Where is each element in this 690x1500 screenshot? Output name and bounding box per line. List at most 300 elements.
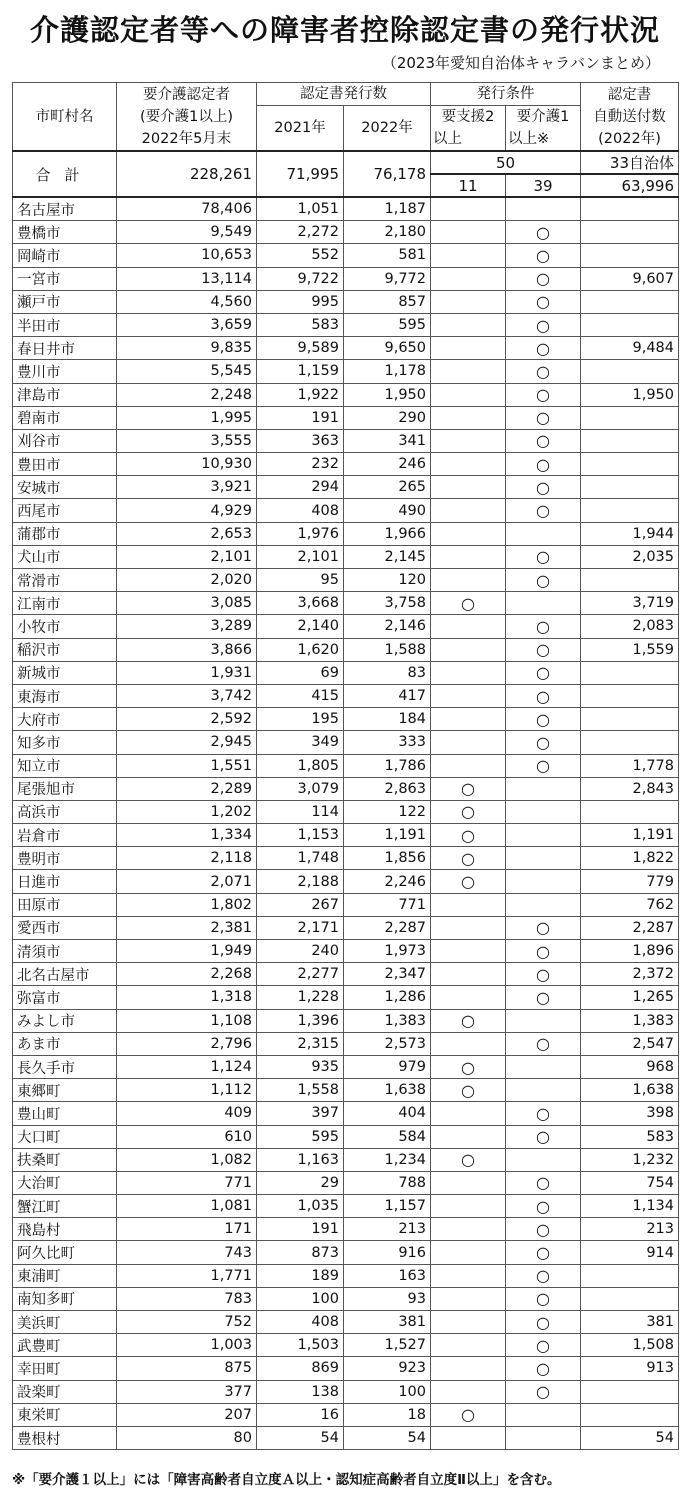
issued-2022: 163 (344, 1264, 431, 1287)
auto-sent-count: 2,372 (581, 963, 679, 986)
table-row (13, 638, 679, 661)
cond-support2-mark (431, 754, 506, 777)
issued-2022: 2,180 (344, 221, 431, 244)
certified-count: 1,003 (117, 1334, 257, 1357)
auto-sent-count: 398 (581, 1102, 679, 1125)
certified-count: 3,289 (117, 615, 257, 638)
municipality-rows (13, 197, 679, 1450)
cond-care1-mark: ○ (506, 406, 581, 429)
cond-care1-mark: ○ (506, 754, 581, 777)
certified-count: 9,549 (117, 221, 257, 244)
issued-2022: 54 (344, 1426, 431, 1449)
cond-support2-mark: ○ (431, 824, 506, 847)
table-row (13, 476, 679, 499)
certified-count: 2,268 (117, 963, 257, 986)
table-row (13, 569, 679, 592)
cond-care1-mark: ○ (506, 499, 581, 522)
issued-2021: 1,503 (257, 1334, 344, 1357)
certified-count: 771 (117, 1171, 257, 1194)
auto-sent-count (581, 453, 679, 476)
cond-support2-mark (431, 453, 506, 476)
certified-count: 1,108 (117, 1009, 257, 1032)
issued-2021: 95 (257, 569, 344, 592)
municipality-name: 名古屋市 (13, 197, 117, 221)
cond-care1-mark: ○ (506, 638, 581, 661)
issued-2022: 417 (344, 684, 431, 707)
table-row (13, 824, 679, 847)
issued-2021: 583 (257, 313, 344, 336)
cond-support2-mark (431, 1218, 506, 1241)
certified-count: 1,112 (117, 1079, 257, 1102)
municipality-name: 東栄町 (13, 1403, 117, 1426)
municipality-name: 尾張旭市 (13, 777, 117, 800)
certified-count: 4,560 (117, 290, 257, 313)
cond-care1-mark (506, 1426, 581, 1449)
issued-2022: 595 (344, 313, 431, 336)
header-cond-care1 (506, 106, 581, 152)
table-row (13, 684, 679, 707)
issued-2021: 232 (257, 453, 344, 476)
issued-2021: 3,668 (257, 592, 344, 615)
issued-2022: 581 (344, 244, 431, 267)
certified-count: 1,551 (117, 754, 257, 777)
issued-2021: 189 (257, 1264, 344, 1287)
table-row (13, 1125, 679, 1148)
table-row (13, 337, 679, 360)
cond-support2-mark (431, 290, 506, 313)
table-row (13, 1171, 679, 1194)
municipality-name: 知立市 (13, 754, 117, 777)
cond-care1-mark: ○ (506, 360, 581, 383)
cond-support2-mark: ○ (431, 1079, 506, 1102)
auto-sent-count (581, 221, 679, 244)
cond-care1-mark: ○ (506, 731, 581, 754)
municipality-name: 安城市 (13, 476, 117, 499)
auto-sent-count (581, 197, 679, 221)
cond-support2-mark (431, 569, 506, 592)
header-auto-line3: (2022年) (598, 130, 661, 147)
table-row (13, 708, 679, 731)
auto-sent-count: 1,559 (581, 638, 679, 661)
total-row (13, 151, 679, 174)
table-row (13, 661, 679, 684)
certified-count: 2,101 (117, 545, 257, 568)
auto-sent-count (581, 684, 679, 707)
issued-2021: 138 (257, 1380, 344, 1403)
issued-2022: 341 (344, 429, 431, 452)
table-row (13, 1218, 679, 1241)
table-row (13, 916, 679, 939)
issued-2021: 267 (257, 893, 344, 916)
issued-2021: 415 (257, 684, 344, 707)
issued-2022: 1,638 (344, 1079, 431, 1102)
municipality-name: 大府市 (13, 708, 117, 731)
certified-count: 1,931 (117, 661, 257, 684)
cond-support2-mark (431, 1311, 506, 1334)
municipality-name: 一宮市 (13, 267, 117, 290)
cond-support2-mark: ○ (431, 1148, 506, 1171)
issued-2022: 290 (344, 406, 431, 429)
issued-2022: 979 (344, 1055, 431, 1078)
issued-2022: 9,772 (344, 267, 431, 290)
auto-sent-count: 1,508 (581, 1334, 679, 1357)
auto-sent-count (581, 429, 679, 452)
cond-care1-mark: ○ (506, 569, 581, 592)
table-row (13, 313, 679, 336)
table-row (13, 1334, 679, 1357)
issued-2021: 29 (257, 1171, 344, 1194)
issued-2022: 1,786 (344, 754, 431, 777)
cond-care1-mark: ○ (506, 1264, 581, 1287)
cond-care1-mark: ○ (506, 221, 581, 244)
cond-support2-mark (431, 684, 506, 707)
issued-2022: 2,146 (344, 615, 431, 638)
issued-2021: 1,976 (257, 522, 344, 545)
cond-care1-mark: ○ (506, 684, 581, 707)
auto-sent-count: 2,035 (581, 545, 679, 568)
issued-2021: 935 (257, 1055, 344, 1078)
issued-2022: 1,966 (344, 522, 431, 545)
issued-2022: 1,191 (344, 824, 431, 847)
cond-care1-mark (506, 777, 581, 800)
cond-support2-mark (431, 1125, 506, 1148)
auto-sent-count: 754 (581, 1171, 679, 1194)
certified-count: 3,866 (117, 638, 257, 661)
auto-sent-count (581, 406, 679, 429)
certified-count: 783 (117, 1287, 257, 1310)
issued-2021: 1,396 (257, 1009, 344, 1032)
auto-sent-count: 3,719 (581, 592, 679, 615)
cond-support2-mark (431, 313, 506, 336)
municipality-name: 岩倉市 (13, 824, 117, 847)
auto-sent-count: 2,843 (581, 777, 679, 800)
table-row (13, 1079, 679, 1102)
issued-2021: 1,228 (257, 986, 344, 1009)
issued-2022: 213 (344, 1218, 431, 1241)
issued-2022: 2,347 (344, 963, 431, 986)
header-cond-a-line1: 要支援2 (441, 109, 495, 125)
cond-care1-mark: ○ (506, 290, 581, 313)
issued-2021: 1,922 (257, 383, 344, 406)
certified-count: 3,085 (117, 592, 257, 615)
certified-count: 171 (117, 1218, 257, 1241)
auto-sent-count: 54 (581, 1426, 679, 1449)
table-row (13, 290, 679, 313)
total-auto-sum: 63,996 (581, 174, 679, 197)
auto-sent-count: 583 (581, 1125, 679, 1148)
municipality-name: 大治町 (13, 1171, 117, 1194)
auto-sent-count (581, 661, 679, 684)
issued-2021: 191 (257, 406, 344, 429)
cond-support2-mark (431, 1195, 506, 1218)
cond-care1-mark: ○ (506, 916, 581, 939)
auto-sent-count: 1,944 (581, 522, 679, 545)
issued-2021: 54 (257, 1426, 344, 1449)
certified-count: 207 (117, 1403, 257, 1426)
certified-count: 2,071 (117, 870, 257, 893)
issued-2022: 923 (344, 1357, 431, 1380)
cond-care1-mark: ○ (506, 337, 581, 360)
issued-2021: 195 (257, 708, 344, 731)
cond-care1-mark: ○ (506, 1311, 581, 1334)
cond-support2-mark (431, 499, 506, 522)
issued-2022: 18 (344, 1403, 431, 1426)
cond-care1-mark: ○ (506, 545, 581, 568)
table-row (13, 1195, 679, 1218)
municipality-name: 愛西市 (13, 916, 117, 939)
municipality-name: 飛島村 (13, 1218, 117, 1241)
cond-care1-mark (506, 870, 581, 893)
table-row (13, 754, 679, 777)
issued-2021: 2,171 (257, 916, 344, 939)
table-row (13, 360, 679, 383)
cond-support2-mark: ○ (431, 847, 506, 870)
issued-2021: 1,620 (257, 638, 344, 661)
auto-sent-count: 2,083 (581, 615, 679, 638)
auto-sent-count: 968 (581, 1055, 679, 1078)
cond-support2-mark (431, 1032, 506, 1055)
auto-sent-count: 1,134 (581, 1195, 679, 1218)
cond-support2-mark (431, 1264, 506, 1287)
header-auto-line2: 自動送付数 (593, 108, 666, 125)
auto-sent-count (581, 476, 679, 499)
issued-2021: 191 (257, 1218, 344, 1241)
total-cond-care1: 39 (506, 174, 581, 197)
issued-2022: 1,178 (344, 360, 431, 383)
municipality-name: 長久手市 (13, 1055, 117, 1078)
issued-2021: 16 (257, 1403, 344, 1426)
issued-2021: 397 (257, 1102, 344, 1125)
cond-support2-mark (431, 1357, 506, 1380)
issued-2021: 1,805 (257, 754, 344, 777)
cond-support2-mark: ○ (431, 1055, 506, 1078)
cond-support2-mark (431, 360, 506, 383)
certified-count: 13,114 (117, 267, 257, 290)
header-cond-b-line1: 要介護1 (516, 109, 570, 125)
municipality-name: 知多市 (13, 731, 117, 754)
cond-care1-mark (506, 824, 581, 847)
table-row (13, 777, 679, 800)
municipality-name: 豊橋市 (13, 221, 117, 244)
table-row (13, 406, 679, 429)
issued-2022: 184 (344, 708, 431, 731)
cond-care1-mark: ○ (506, 429, 581, 452)
auto-sent-count: 9,607 (581, 267, 679, 290)
auto-sent-count (581, 731, 679, 754)
issued-2022: 2,573 (344, 1032, 431, 1055)
municipality-name: 清須市 (13, 940, 117, 963)
issued-2021: 69 (257, 661, 344, 684)
certified-count: 78,406 (117, 197, 257, 221)
certified-count: 2,592 (117, 708, 257, 731)
page-title: 介護認定者等への障害者控除認定書の発行状況 (29, 13, 660, 47)
cond-support2-mark (431, 1380, 506, 1403)
issued-2022: 788 (344, 1171, 431, 1194)
issued-2022: 333 (344, 731, 431, 754)
issued-2021: 2,272 (257, 221, 344, 244)
municipality-name: 蟹江町 (13, 1195, 117, 1218)
cond-support2-mark (431, 615, 506, 638)
issued-2022: 246 (344, 453, 431, 476)
cond-care1-mark (506, 847, 581, 870)
issued-2021: 349 (257, 731, 344, 754)
certified-count: 409 (117, 1102, 257, 1125)
municipality-name: 犬山市 (13, 545, 117, 568)
certified-count: 3,921 (117, 476, 257, 499)
issued-2021: 1,035 (257, 1195, 344, 1218)
cond-care1-mark (506, 197, 581, 221)
issued-2022: 2,145 (344, 545, 431, 568)
certified-count: 3,555 (117, 429, 257, 452)
cond-care1-mark: ○ (506, 1287, 581, 1310)
cond-care1-mark: ○ (506, 383, 581, 406)
table-row (13, 1380, 679, 1403)
municipality-name: 美浜町 (13, 1311, 117, 1334)
header-certified-line2: (要介護1以上) (139, 108, 234, 125)
cond-support2-mark: ○ (431, 1009, 506, 1032)
issued-2022: 857 (344, 290, 431, 313)
cond-care1-mark (506, 522, 581, 545)
header-auto-line1: 認定書 (607, 86, 652, 103)
auto-sent-count: 1,638 (581, 1079, 679, 1102)
auto-sent-count (581, 1380, 679, 1403)
certified-count: 1,995 (117, 406, 257, 429)
cond-care1-mark (506, 1403, 581, 1426)
table-row (13, 1311, 679, 1334)
certified-count: 1,082 (117, 1148, 257, 1171)
municipality-name: 弥富市 (13, 986, 117, 1009)
certified-count: 3,742 (117, 684, 257, 707)
cond-support2-mark (431, 197, 506, 221)
certified-count: 1,202 (117, 800, 257, 823)
issued-2021: 1,153 (257, 824, 344, 847)
header-auto-sent (581, 83, 679, 152)
issued-2021: 408 (257, 1311, 344, 1334)
certified-count: 80 (117, 1426, 257, 1449)
cond-care1-mark: ○ (506, 1218, 581, 1241)
cond-care1-mark: ○ (506, 986, 581, 1009)
header-cond-a-line2: 以上 (433, 131, 462, 147)
issued-2021: 240 (257, 940, 344, 963)
header-cond-support2 (431, 106, 506, 152)
cond-support2-mark (431, 986, 506, 1009)
cond-care1-mark: ○ (506, 1125, 581, 1148)
municipality-name: 碧南市 (13, 406, 117, 429)
municipality-name: 東海市 (13, 684, 117, 707)
cond-care1-mark (506, 1148, 581, 1171)
issued-2022: 1,588 (344, 638, 431, 661)
certified-count: 1,334 (117, 824, 257, 847)
table-row (13, 1264, 679, 1287)
table-row (13, 940, 679, 963)
issued-2022: 83 (344, 661, 431, 684)
issued-2021: 1,558 (257, 1079, 344, 1102)
municipality-name: 阿久比町 (13, 1241, 117, 1264)
table-row (13, 429, 679, 452)
issued-2022: 3,758 (344, 592, 431, 615)
auto-sent-count: 914 (581, 1241, 679, 1264)
municipality-name: 幸田町 (13, 1357, 117, 1380)
auto-sent-count (581, 290, 679, 313)
table-row (13, 592, 679, 615)
issued-2022: 120 (344, 569, 431, 592)
municipality-name: 新城市 (13, 661, 117, 684)
certified-count: 875 (117, 1357, 257, 1380)
cond-support2-mark (431, 638, 506, 661)
cond-care1-mark: ○ (506, 244, 581, 267)
certified-count: 1,802 (117, 893, 257, 916)
cond-support2-mark (431, 1426, 506, 1449)
issued-2022: 1,234 (344, 1148, 431, 1171)
issued-2022: 93 (344, 1287, 431, 1310)
issued-2021: 1,748 (257, 847, 344, 870)
cond-care1-mark: ○ (506, 1171, 581, 1194)
certified-count: 2,381 (117, 916, 257, 939)
certified-count: 2,289 (117, 777, 257, 800)
page-subtitle: （2023年愛知自治体キャラバンまとめ） (381, 54, 660, 72)
issued-2022: 122 (344, 800, 431, 823)
issued-2021: 873 (257, 1241, 344, 1264)
cond-support2-mark: ○ (431, 800, 506, 823)
total-auto-count: 33自治体 (581, 151, 679, 174)
cond-care1-mark: ○ (506, 476, 581, 499)
cond-support2-mark (431, 731, 506, 754)
table-row (13, 522, 679, 545)
issued-2021: 2,101 (257, 545, 344, 568)
table-row (13, 1426, 679, 1449)
certified-count: 9,835 (117, 337, 257, 360)
municipality-name: 田原市 (13, 893, 117, 916)
certified-count: 610 (117, 1125, 257, 1148)
cond-care1-mark (506, 592, 581, 615)
certified-count: 1,081 (117, 1195, 257, 1218)
municipality-name: 半田市 (13, 313, 117, 336)
cond-support2-mark (431, 1241, 506, 1264)
issued-2022: 404 (344, 1102, 431, 1125)
header-certified-line1: 要介護認定者 (143, 86, 230, 103)
municipality-name: 大口町 (13, 1125, 117, 1148)
total-certified: 228,261 (117, 151, 257, 197)
municipality-name: 南知多町 (13, 1287, 117, 1310)
cond-support2-mark (431, 963, 506, 986)
issued-2022: 1,950 (344, 383, 431, 406)
cond-care1-mark (506, 893, 581, 916)
cond-care1-mark: ○ (506, 267, 581, 290)
municipality-name: 豊明市 (13, 847, 117, 870)
cond-support2-mark (431, 267, 506, 290)
auto-sent-count (581, 708, 679, 731)
issued-2022: 1,187 (344, 197, 431, 221)
header-year-2022: 2022年 (344, 106, 431, 152)
auto-sent-count: 2,287 (581, 916, 679, 939)
table-row (13, 267, 679, 290)
auto-sent-count: 1,896 (581, 940, 679, 963)
municipality-name: 日進市 (13, 870, 117, 893)
cond-support2-mark (431, 476, 506, 499)
header-year-2021: 2021年 (257, 106, 344, 152)
auto-sent-count (581, 1287, 679, 1310)
table-row (13, 800, 679, 823)
issued-2022: 771 (344, 893, 431, 916)
issued-2022: 2,246 (344, 870, 431, 893)
issued-2022: 916 (344, 1241, 431, 1264)
issued-2022: 2,863 (344, 777, 431, 800)
table-row (13, 383, 679, 406)
footnote: ※「要介護１以上」には「障害高齢者自立度Ａ以上・認知症高齢者自立度Ⅱ以上」を含む。 (12, 1472, 561, 1488)
cond-care1-mark: ○ (506, 1102, 581, 1125)
municipality-name: 豊根村 (13, 1426, 117, 1449)
cond-care1-mark (506, 800, 581, 823)
